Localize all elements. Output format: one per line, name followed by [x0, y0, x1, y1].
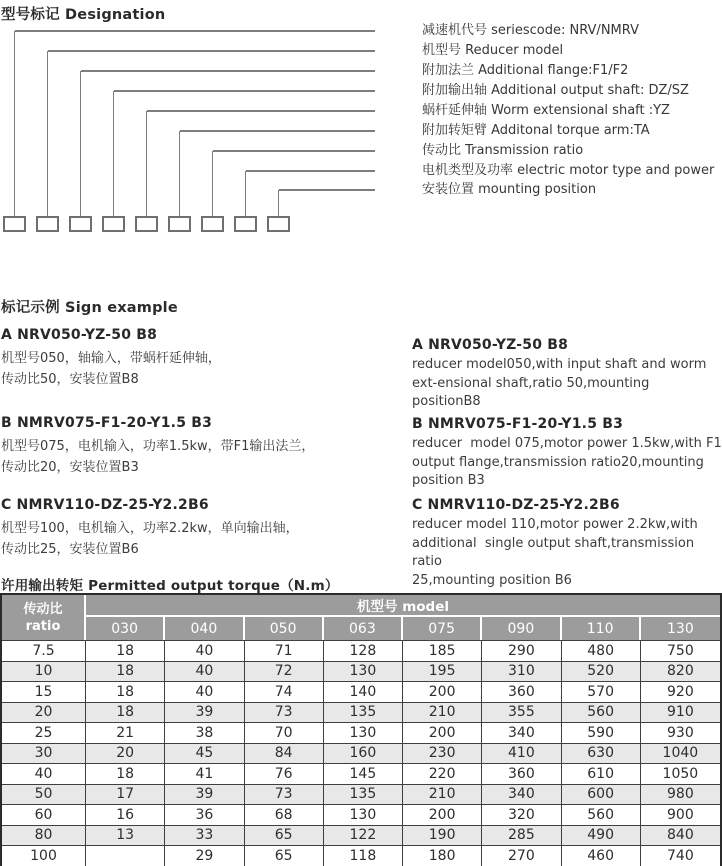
- torque-value-cell: 70: [245, 722, 324, 743]
- torque-value-cell: 980: [641, 784, 720, 805]
- sign-example-left-b: [1, 415, 314, 478]
- torque-value-cell: 410: [482, 743, 561, 764]
- designation-code-box: [168, 216, 191, 232]
- torque-value-cell: 71: [245, 640, 324, 661]
- model-code-header: 063: [324, 617, 403, 640]
- torque-value-cell: 230: [403, 743, 482, 764]
- designation-code-box: [201, 216, 224, 232]
- torque-value-cell: 195: [403, 661, 482, 682]
- designation-connector-horizontal: [180, 130, 376, 132]
- designation-code-box: [36, 216, 59, 232]
- ratio-cell: 25: [2, 722, 86, 743]
- example-designation-code: B NMRV075-F1-20-Y1.5 B3: [1, 415, 213, 431]
- designation-label: 传动比 Transmission ratio: [422, 143, 584, 158]
- torque-value-cell: 40: [165, 681, 244, 702]
- torque-value-cell: 18: [86, 763, 165, 784]
- example-description-line: 机型号050，轴输入，带蜗杆延伸轴，: [1, 351, 221, 366]
- torque-value-cell: 73: [245, 702, 324, 723]
- model-code-header: 110: [562, 617, 641, 640]
- ratio-cell: 7.5: [2, 640, 86, 661]
- torque-value-cell: 210: [403, 784, 482, 805]
- torque-value-cell: 200: [403, 722, 482, 743]
- example-designation-code: B NMRV075-F1-20-Y1.5 B3: [412, 416, 624, 432]
- example-description-line: 传动比25，安装位置B6: [1, 542, 139, 557]
- model-code-header: 030: [86, 617, 165, 640]
- torque-value-cell: 29: [165, 845, 244, 866]
- sign-example-left-c: [1, 497, 299, 560]
- torque-value-cell: 16: [86, 804, 165, 825]
- model-group-header: 机型号 model: [86, 595, 720, 617]
- designation-connector-horizontal: [15, 30, 376, 32]
- torque-value-cell: 13: [86, 825, 165, 846]
- designation-connector-horizontal: [114, 90, 376, 92]
- designation-label: 附加输出轴 Additional output shaft: DZ/SZ: [422, 83, 689, 98]
- torque-value-cell: 360: [482, 681, 561, 702]
- torque-table-row: [2, 661, 720, 682]
- sign-example-right-b: [412, 416, 722, 491]
- designation-connector-horizontal: [48, 50, 376, 52]
- torque-heading: 许用输出转矩 Permitted output torque（N.m）: [1, 578, 339, 594]
- torque-value-cell: 310: [482, 661, 561, 682]
- ratio-cell: 60: [2, 804, 86, 825]
- torque-value-cell: 135: [324, 702, 403, 723]
- torque-value-cell: 40: [165, 661, 244, 682]
- example-description-line: reducer model 110,motor power 2.2kw,with: [412, 517, 698, 532]
- torque-value-cell: 1050: [641, 763, 720, 784]
- designation-label: 附加法兰 Additional flange:F1/F2: [422, 63, 629, 78]
- torque-value-cell: 355: [482, 702, 561, 723]
- torque-value-cell: 38: [165, 722, 244, 743]
- torque-value-cell: 920: [641, 681, 720, 702]
- torque-value-cell: 118: [324, 845, 403, 866]
- ratio-cell: 10: [2, 661, 86, 682]
- designation-code-box: [3, 216, 26, 232]
- torque-table-row: [2, 804, 720, 825]
- torque-value-cell: 41: [165, 763, 244, 784]
- torque-value-cell: 68: [245, 804, 324, 825]
- torque-table-row: [2, 681, 720, 702]
- example-designation-code: C NMRV110-DZ-25-Y2.2B6: [1, 497, 209, 513]
- example-description-line: additional single output shaft,transmission ratio: [412, 535, 699, 569]
- example-description-line: 机型号100，电机输入，功率2.2kw，单向输出轴，: [1, 521, 299, 536]
- torque-value-cell: 210: [403, 702, 482, 723]
- torque-value-cell: 340: [482, 722, 561, 743]
- torque-value-cell: 130: [324, 661, 403, 682]
- example-description-line: 传动比50，安装位置B8: [1, 372, 139, 387]
- example-description-line: 25,mounting position B6: [412, 572, 572, 588]
- torque-value-cell: 130: [324, 722, 403, 743]
- torque-value-cell: 630: [562, 743, 641, 764]
- torque-value-cell: 18: [86, 661, 165, 682]
- torque-value-cell: 600: [562, 784, 641, 805]
- ratio-cell: 80: [2, 825, 86, 846]
- torque-value-cell: 130: [324, 804, 403, 825]
- torque-value-cell: 520: [562, 661, 641, 682]
- designation-connector-horizontal: [147, 110, 376, 112]
- torque-value-cell: 930: [641, 722, 720, 743]
- torque-value-cell: 200: [403, 681, 482, 702]
- designation-code-box: [234, 216, 257, 232]
- torque-value-cell: 590: [562, 722, 641, 743]
- designation-connector-vertical: [47, 51, 49, 216]
- designation-connector-horizontal: [279, 189, 376, 191]
- torque-value-cell: 270: [482, 845, 561, 866]
- designation-label: 减速机代号 seriescode: NRV/NMRV: [422, 23, 639, 38]
- torque-value-cell: 560: [562, 804, 641, 825]
- torque-value-cell: 74: [245, 681, 324, 702]
- torque-value-cell: [86, 845, 165, 866]
- torque-value-cell: 190: [403, 825, 482, 846]
- torque-value-cell: 135: [324, 784, 403, 805]
- example-description-line: position B3: [412, 473, 485, 488]
- torque-table-row: [2, 722, 720, 743]
- torque-value-cell: 200: [403, 804, 482, 825]
- model-code-header: 075: [403, 617, 482, 640]
- torque-value-cell: 480: [562, 640, 641, 661]
- torque-value-cell: 84: [245, 743, 324, 764]
- model-code-header: 130: [641, 617, 720, 640]
- torque-value-cell: 39: [165, 702, 244, 723]
- torque-value-cell: 145: [324, 763, 403, 784]
- example-designation-code: A NRV050-YZ-50 B8: [1, 327, 158, 343]
- torque-value-cell: 490: [562, 825, 641, 846]
- designation-label: 附加转矩臂 Additonal torque arm:TA: [422, 123, 650, 138]
- torque-value-cell: 460: [562, 845, 641, 866]
- torque-value-cell: 560: [562, 702, 641, 723]
- designation-label: 机型号 Reducer model: [422, 43, 564, 58]
- torque-value-cell: 73: [245, 784, 324, 805]
- example-description-line: 传动比20，安装位置B3: [1, 460, 139, 475]
- example-designation-code: A NRV050-YZ-50 B8: [412, 337, 569, 353]
- designation-label: 电机类型及功率 electric motor type and power: [422, 163, 715, 178]
- model-code-header: 050: [245, 617, 324, 640]
- torque-value-cell: 40: [165, 640, 244, 661]
- designation-connector-vertical: [212, 151, 214, 216]
- torque-value-cell: 740: [641, 845, 720, 866]
- designation-connector-horizontal: [246, 170, 376, 172]
- designation-connector-vertical: [179, 131, 181, 216]
- torque-value-cell: 910: [641, 702, 720, 723]
- example-description-line: reducer model 075,motor power 1.5kw,with F1: [412, 436, 722, 451]
- designation-label: 安装位置 mounting position: [422, 182, 597, 197]
- torque-value-cell: 160: [324, 743, 403, 764]
- torque-value-cell: 33: [165, 825, 244, 846]
- torque-value-cell: 21: [86, 722, 165, 743]
- torque-value-cell: 65: [245, 825, 324, 846]
- torque-value-cell: 1040: [641, 743, 720, 764]
- torque-value-cell: 128: [324, 640, 403, 661]
- ratio-cell: 40: [2, 763, 86, 784]
- designation-connector-vertical: [146, 111, 148, 216]
- torque-table-row: [2, 702, 720, 723]
- torque-table-row: [2, 845, 720, 866]
- torque-value-cell: 340: [482, 784, 561, 805]
- sign-example-right-a: [412, 337, 722, 412]
- designation-code-box: [135, 216, 158, 232]
- torque-value-cell: 20: [86, 743, 165, 764]
- torque-value-cell: 18: [86, 702, 165, 723]
- torque-value-cell: 18: [86, 681, 165, 702]
- torque-value-cell: 18: [86, 640, 165, 661]
- torque-table-row: [2, 763, 720, 784]
- sign-example-left-a: [1, 327, 221, 390]
- ratio-cell: 30: [2, 743, 86, 764]
- sign-example-heading: 标记示例 Sign example: [1, 300, 178, 316]
- torque-value-cell: 36: [165, 804, 244, 825]
- designation-heading: 型号标记 Designation: [1, 7, 166, 23]
- torque-table-row: [2, 825, 720, 846]
- example-designation-code: C NMRV110-DZ-25-Y2.2B6: [412, 497, 620, 513]
- designation-connector-horizontal: [213, 150, 376, 152]
- torque-table-row: [2, 743, 720, 764]
- torque-value-cell: 122: [324, 825, 403, 846]
- torque-value-cell: 290: [482, 640, 561, 661]
- ratio-cell: 50: [2, 784, 86, 805]
- model-code-header: 090: [482, 617, 561, 640]
- torque-value-cell: 72: [245, 661, 324, 682]
- designation-connector-vertical: [14, 31, 16, 216]
- designation-connector-vertical: [80, 71, 82, 216]
- torque-table-row: [2, 640, 720, 661]
- designation-connector-horizontal: [81, 70, 376, 72]
- designation-connector-vertical: [278, 190, 280, 216]
- permitted-output-torque-table: [0, 593, 722, 866]
- torque-value-cell: 360: [482, 763, 561, 784]
- designation-connector-vertical: [113, 91, 115, 216]
- torque-value-cell: 285: [482, 825, 561, 846]
- torque-value-cell: 17: [86, 784, 165, 805]
- designation-code-box: [267, 216, 290, 232]
- torque-value-cell: 45: [165, 743, 244, 764]
- model-code-header: 040: [165, 617, 244, 640]
- torque-value-cell: 900: [641, 804, 720, 825]
- designation-connector-vertical: [245, 171, 247, 216]
- torque-value-cell: 76: [245, 763, 324, 784]
- example-description-line: output flange,transmission ratio20,mounting: [412, 454, 704, 470]
- designation-code-box: [69, 216, 92, 232]
- sign-example-right-c: [412, 497, 722, 590]
- designation-code-box: [102, 216, 125, 232]
- example-description-line: reducer model050,with input shaft and worm: [412, 357, 707, 372]
- torque-value-cell: 65: [245, 845, 324, 866]
- torque-value-cell: 610: [562, 763, 641, 784]
- torque-value-cell: 570: [562, 681, 641, 702]
- torque-value-cell: 750: [641, 640, 720, 661]
- ratio-cell: 15: [2, 681, 86, 702]
- ratio-cell: 20: [2, 702, 86, 723]
- torque-value-cell: 39: [165, 784, 244, 805]
- torque-value-cell: 140: [324, 681, 403, 702]
- torque-value-cell: 180: [403, 845, 482, 866]
- example-description-line: ext-ensional shaft,ratio 50,mounting positionB8: [412, 375, 654, 409]
- torque-value-cell: 820: [641, 661, 720, 682]
- example-description-line: 机型号075，电机输入，功率1.5kw，带F1输出法兰，: [1, 439, 315, 454]
- ratio-column-header: 传动比 ratio: [2, 595, 86, 640]
- torque-value-cell: 840: [641, 825, 720, 846]
- torque-value-cell: 185: [403, 640, 482, 661]
- torque-value-cell: 320: [482, 804, 561, 825]
- ratio-cell: 100: [2, 845, 86, 866]
- designation-label: 蜗杆延伸轴 Worm extensional shaft :YZ: [422, 103, 670, 118]
- torque-table-row: [2, 784, 720, 805]
- torque-value-cell: 220: [403, 763, 482, 784]
